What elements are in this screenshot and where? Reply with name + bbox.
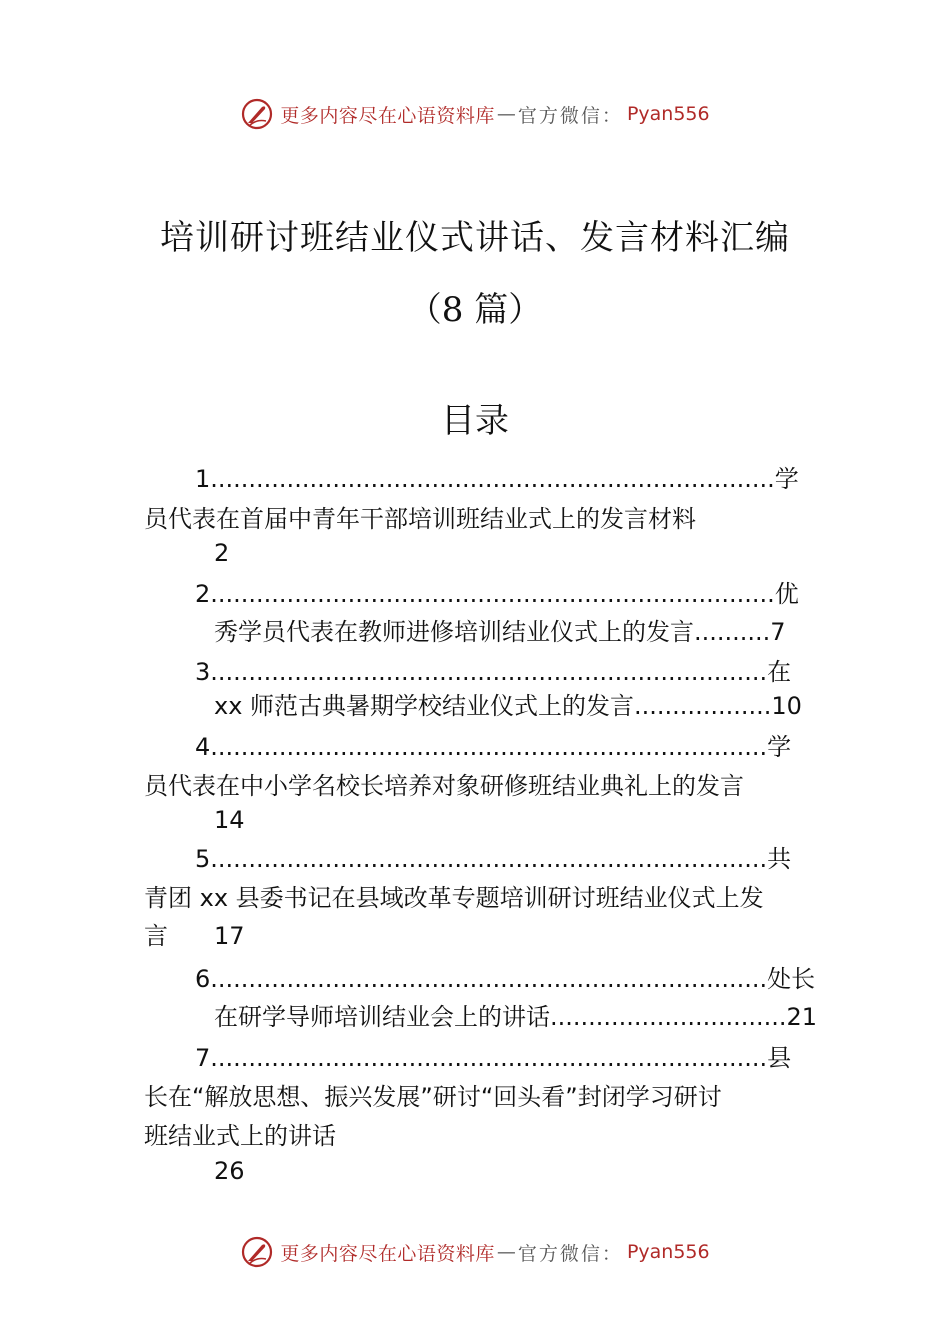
toc-entry-1-line-1[interactable]: 1..........................................................................学 (195, 465, 799, 493)
toc-entry-2-line-2[interactable]: 秀学员代表在教师进修培训结业仪式上的发言..........7 (214, 618, 786, 646)
watermark-wechat-label: 官方微信： (517, 104, 623, 127)
footer-watermark (0, 1232, 950, 1272)
toc-entry-5-page[interactable]: 17 (214, 922, 245, 950)
toc-heading: 目录 (441, 401, 509, 441)
watermark-brand-text: 更多内容尽在心语资料库 (280, 1242, 495, 1265)
toc-entry-2-line-1[interactable]: 2..........................................................................优 (195, 580, 799, 608)
watermark-wechat-id: Pyan556 (626, 103, 710, 125)
toc-entry-5-line-2[interactable]: 青团 xx 县委书记在县域改革专题培训研讨班结业仪式上发 (144, 884, 764, 912)
toc-entry-7-page[interactable]: 26 (214, 1157, 245, 1185)
header-watermark (0, 94, 950, 134)
toc-entry-7-line-1[interactable]: 7.........................................................................县 (195, 1044, 792, 1072)
watermark-dash: — (496, 1241, 516, 1263)
watermark-dash: — (496, 103, 516, 125)
toc-entry-4-line-1[interactable]: 4.........................................................................学 (195, 733, 792, 761)
toc-entry-4-page[interactable]: 14 (214, 806, 245, 834)
toc-entry-5-line-1[interactable]: 5.........................................................................共 (195, 845, 792, 873)
watermark-wechat-id: Pyan556 (626, 1241, 710, 1263)
document-subtitle: （8 篇） (407, 290, 543, 330)
watermark-wechat-label: 官方微信： (517, 1242, 623, 1265)
watermark-brand-text: 更多内容尽在心语资料库 (280, 104, 495, 127)
toc-entry-1-line-2[interactable]: 员代表在首届中青年干部培训班结业式上的发言材料 (144, 505, 696, 533)
toc-entry-6-line-1[interactable]: 6.........................................................................处长 (195, 965, 816, 993)
document-title: 培训研讨班结业仪式讲话、发言材料汇编 (160, 218, 790, 258)
toc-entry-5-line-3[interactable]: 言 (144, 922, 168, 950)
toc-entry-3-line-1[interactable]: 3.........................................................................在 (195, 658, 792, 686)
quill-pen-logo-icon (240, 1235, 274, 1269)
toc-entry-7-line-2[interactable]: 长在“解放思想、振兴发展”研讨“回头看”封闭学习研讨 (144, 1083, 722, 1111)
toc-entry-4-line-2[interactable]: 员代表在中小学名校长培养对象研修班结业典礼上的发言 (144, 772, 744, 800)
quill-pen-logo-icon (240, 97, 274, 131)
toc-entry-1-page[interactable]: 2 (214, 539, 230, 567)
toc-entry-6-line-2[interactable]: 在研学导师培训结业会上的讲话...............................21 (214, 1003, 818, 1031)
toc-entry-3-line-2[interactable]: xx 师范古典暑期学校结业仪式上的发言..................10 (214, 692, 802, 720)
toc-entry-7-line-3[interactable]: 班结业式上的讲话 (144, 1122, 336, 1150)
